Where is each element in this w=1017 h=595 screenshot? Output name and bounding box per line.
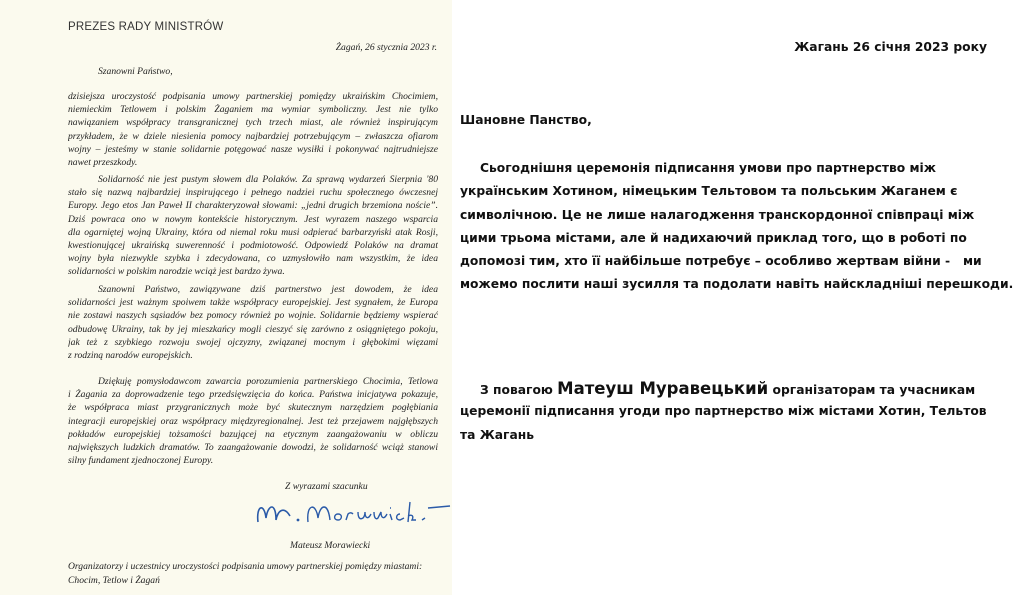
letter-header: PREZES RADY MINISTRÓW (68, 21, 224, 33)
text-line: Сьогоднішня церемонія підписання умови про партнерство між (480, 161, 937, 175)
text-line: wojny – jesteśmy w stanie solidarnie potęgować nasze wysiłki i pokonywać najtrudniejsze (68, 143, 438, 155)
text-line: że współpraca miast przygranicznych może być skutecznym narzędziem pogłębiania (68, 402, 438, 414)
text-line: z rodziną narodów europejskich. (68, 349, 193, 361)
text-line: символічною. Це не лише налагодження транскордонної співпраці між (460, 207, 975, 222)
text-line: dzisiejsza uroczystość podpisania umowy partnerskiej pomiędzy ukraińskim Chocimiem, (68, 91, 438, 102)
text-line: nie zostawi naszych sąsiadów bez pomocy również po wojnie. Solidarnie będziemy wspierać (68, 310, 438, 322)
translation-salutation: Шановне Панство, (460, 113, 592, 127)
text-line: niemieckim Tetlowem i polskim Żaganiem ma wymiar symboliczny. Jest nie tylko (68, 104, 438, 116)
recipients-line: Chocim, Tetlow i Żagań (68, 574, 160, 586)
text-line: Dziękuję pomysłodawcom zawarcia porozumienia partnerskiego Chocimia, Tetlowa (98, 376, 438, 387)
polish-letter (0, 0, 452, 595)
text-line: kwestionującej ukraińską suwerenność i podmiotowość. Odpowiedź Polaków na dramat (68, 239, 438, 251)
text-line: największych ludzkich dramatów. To zaangażowanie dowodzi, że solidarność wciąż stanowi (68, 441, 438, 453)
translation-paragraph (460, 157, 1013, 297)
ukrainian-translation (452, 0, 1017, 595)
text-line: solidarności jest ważnym spoiwem także współpracy europejskiej. Jest sygnałem, że Europa (68, 297, 438, 309)
paragraph-3 (68, 283, 438, 362)
text-line: przykładem, że w dziele niesienia pomocy najbardziej potrzebującym – zwłaszcza ofiarom (68, 130, 438, 142)
text-line: pokładów europejskiej tożsamości bazującej na etycznym zaangażowaniu w obliczu (68, 428, 438, 440)
closing-rest: організаторам та учасникам (772, 383, 976, 397)
text-line: Europy. Jego etos Jan Paweł II charakteryzował słowami: „jedni drugich brzemiona noście”. (68, 200, 438, 212)
signatory-name: Mateusz Morawiecki (290, 540, 371, 551)
text-line: stało się nazwą najbardziej inspirującego i pełnego nadziei ruchu społecznego ówczesnej (68, 187, 438, 199)
text-line: Dziś powraca ono w nowym kontekście historycznym. Jest wyrazem naszego wsparcia (68, 213, 438, 225)
text-line: wojny była niezwykle szybka i zdecydowana, co uzmysłowiło nam wszystkim, że idea (68, 253, 438, 265)
text-line: nawiązaniem współpracy transgranicznej tych trzech miast, ale również inspirującym (68, 117, 438, 129)
text-line: церемонії підписання угоди про партнерство між містами Хотин, Тельтов (460, 404, 987, 419)
text-line: i Żagania za doprowadzenie tego przedsięwzięcia do końca. Państwa inicjatywa pokazuje, (68, 389, 438, 401)
text-line: можемо послити наші зусилля та подолати навіть найскладніші перешкоди. (460, 277, 1014, 292)
text-line: dla ogarniętej wojną Ukrainy, która od niemal roku musi odpierać barbarzyński atak Rosji, (68, 226, 438, 238)
text-line: jak też z szybkiego rozwoju swojej ojczyzny, związanej mocnym i głębokimi więzami (68, 336, 438, 348)
text-line: nawet przeszkody. (68, 156, 138, 168)
translation-date: Жагань 26 січня 2023 року (794, 40, 987, 54)
translation-closing (460, 377, 987, 447)
closing-prefix: З повагою (480, 383, 553, 397)
text-line: допомозі тим, хто її найбільше потребує – особливо жертвам війни - ми (460, 254, 982, 269)
text-line: silny fundament zjednoczonej Europy. (68, 455, 214, 467)
paragraph-4 (68, 375, 438, 467)
recipients-line: Organizatorzy i uczestnicy uroczystości podpisania umowy partnerskiej pomiędzy miastami: (68, 561, 423, 572)
text-line: integracji europejskiej oraz współpracy międzyregionalnej. Jest też przejawem najgłębszych (68, 415, 438, 427)
text-line: та Жагань (460, 427, 535, 442)
text-line: solidarności w polskim narodzie wciąż jest bardzo żywa. (68, 266, 285, 278)
text-line: Solidarność nie jest pustym słowem dla Polaków. Za sprawą wydarzeń Sierpnia '80 (98, 174, 438, 185)
text-line: українським Хотином, німецьким Тельтовом та польським Жаганем є (460, 184, 958, 199)
letter-date: Żagań, 26 stycznia 2023 r. (335, 42, 437, 53)
text-line: odbudowę Ukrainy, tak by jej mieszkańcy mogli cieszyć się zarówno z osiągniętego pokoju, (68, 323, 438, 335)
salutation: Szanowni Państwo, (98, 66, 173, 77)
closing-name: Матеуш Муравецький (557, 379, 769, 398)
closing: Z wyrazami szacunku (285, 481, 368, 492)
text-line: Szanowni Państwo, zawiązywane dziś partnerstwo jest dowodem, że idea (98, 284, 438, 295)
recipients (68, 560, 422, 587)
closing-first-line (460, 377, 987, 400)
text-line: цими трьома містами, але й надихаючий приклад того, що в роботі по (460, 230, 967, 245)
paragraph-1 (68, 90, 438, 169)
signature-image (250, 496, 460, 528)
paragraph-2 (68, 173, 438, 279)
